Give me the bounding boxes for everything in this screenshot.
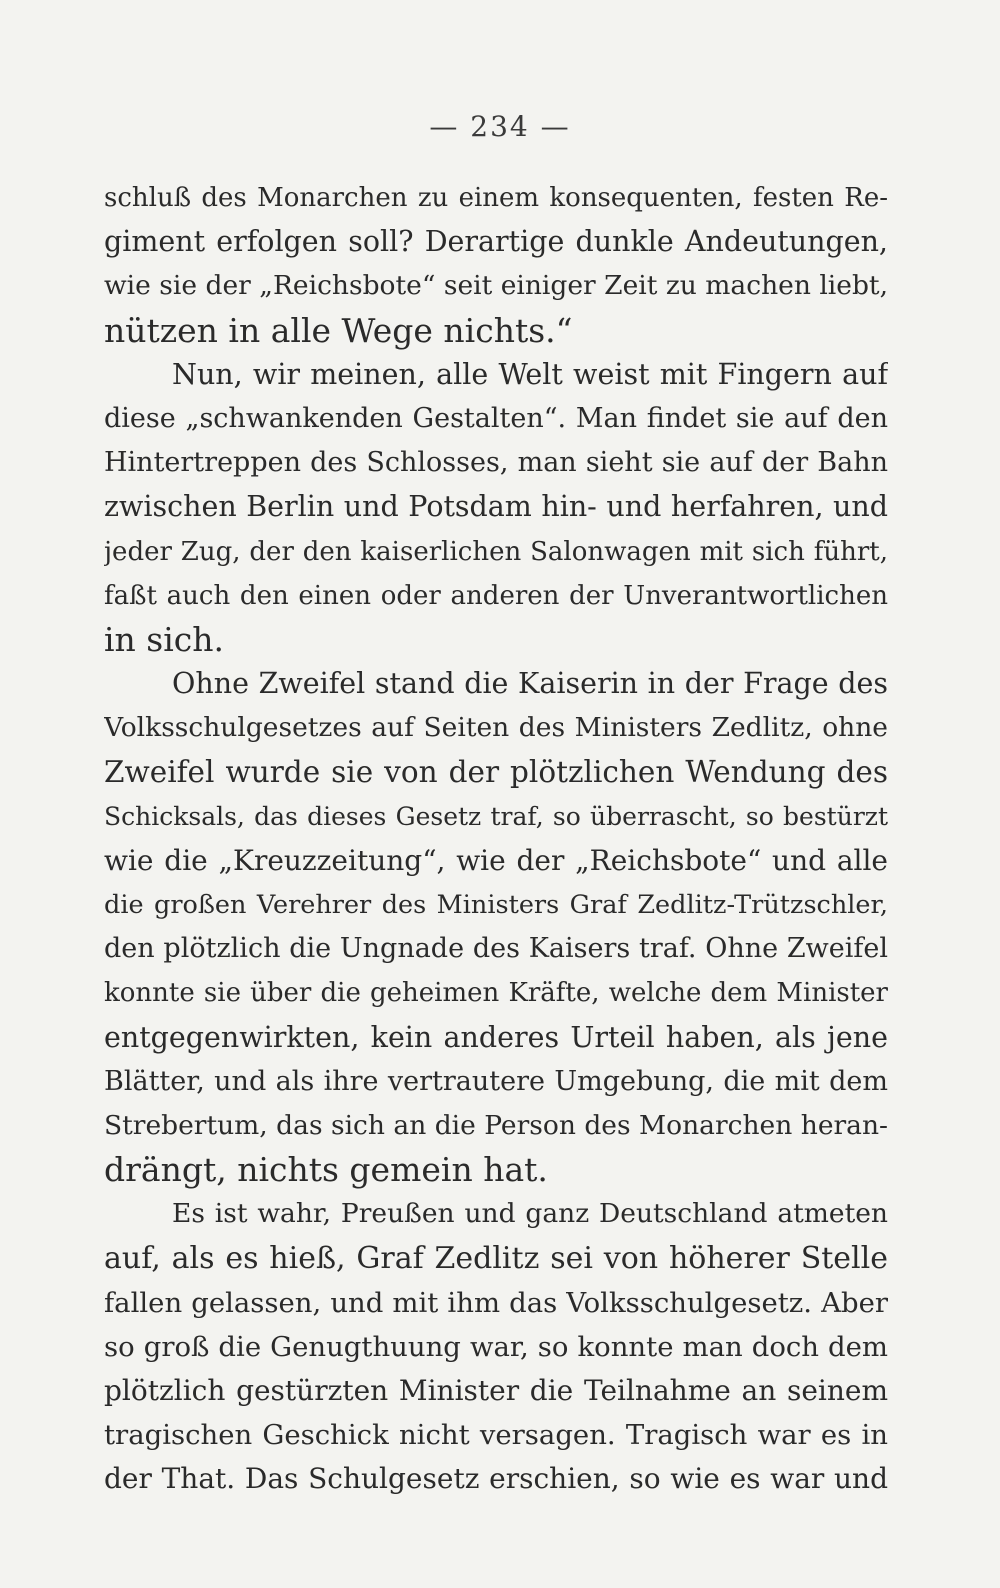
text-line: so groß die Genugthuung war, so konnte man doch dem (104, 1330, 888, 1363)
text-line: nützen in alle Wege nichts.“ (104, 310, 573, 350)
text-line: konnte sie über die geheimen Kräfte, welche dem Minister (104, 978, 888, 1009)
text-line: diese „schwankenden Gestalten“. Man findet sie auf den (104, 402, 888, 434)
text-line: entgegenwirkten, kein anderes Urteil haben, als jene (104, 1020, 888, 1054)
text-line: plötzlich gestürzten Minister die Teilnahme an seinem (104, 1374, 888, 1408)
text-line: Nun, wir meinen, alle Welt weist mit Fingern auf (172, 357, 888, 391)
body-text (104, 176, 888, 1502)
text-line: Hintertreppen des Schlosses, man sieht sie auf der Bahn (104, 447, 888, 479)
text-line: die großen Verehrer des Ministers Graf Zedlitz-Trützschler, (104, 890, 888, 920)
text-line: den plötzlich die Ungnade des Kaisers traf. Ohne Zweifel (104, 933, 888, 965)
page-number: — 234 — (429, 110, 571, 143)
text-line: in sich. (104, 619, 225, 659)
text-line: auf, als es hieß, Graf Zedlitz sei von höherer Stelle (104, 1240, 888, 1276)
text-line: drängt, nichts gemein hat. (104, 1150, 548, 1190)
text-line: fallen gelassen, und mit ihm das Volksschulgesetz. Aber (104, 1286, 888, 1319)
text-line: Blätter, und als ihre vertrautere Umgebung, die mit dem (104, 1065, 888, 1097)
text-line: Ohne Zweifel stand die Kaiserin in der Frage des (172, 667, 888, 701)
text-line: Es ist wahr, Preußen und ganz Deutschland atmeten (172, 1198, 888, 1230)
text-line: wie sie der „Reichsbote“ seit einiger Zeit zu machen liebt, (104, 270, 888, 302)
text-line: Zweifel wurde sie von der plötzlichen Wendung des (104, 755, 888, 790)
text-line: wie die „Kreuzzeitung“, wie der „Reichsbote“ und alle (104, 843, 888, 877)
text-line: giment erfolgen soll? Derartige dunkle Andeutungen, (104, 225, 888, 259)
text-line: der That. Das Schulgesetz erschien, so wie es war und (104, 1462, 888, 1496)
text-line: Volksschulgesetzes auf Seiten des Ministers Zedlitz, ohne (104, 712, 888, 744)
text-line: jeder Zug, der den kaiserlichen Salonwagen mit sich führt, (104, 536, 888, 567)
text-line: Strebertum, das sich an die Person des Monarchen heran- (104, 1109, 888, 1141)
text-line: zwischen Berlin und Potsdam hin- und herfahren, und (104, 490, 888, 524)
text-line: tragischen Geschick nicht versagen. Tragisch war es in (104, 1419, 888, 1452)
text-line: Schicksals, das dieses Gesetz traf, so überrascht, so bestürzt (104, 801, 888, 831)
text-line: schluß des Monarchen zu einem konsequenten, festen Re- (104, 183, 888, 213)
text-line: faßt auch den einen oder anderen der Unverantwortlichen (104, 580, 888, 611)
